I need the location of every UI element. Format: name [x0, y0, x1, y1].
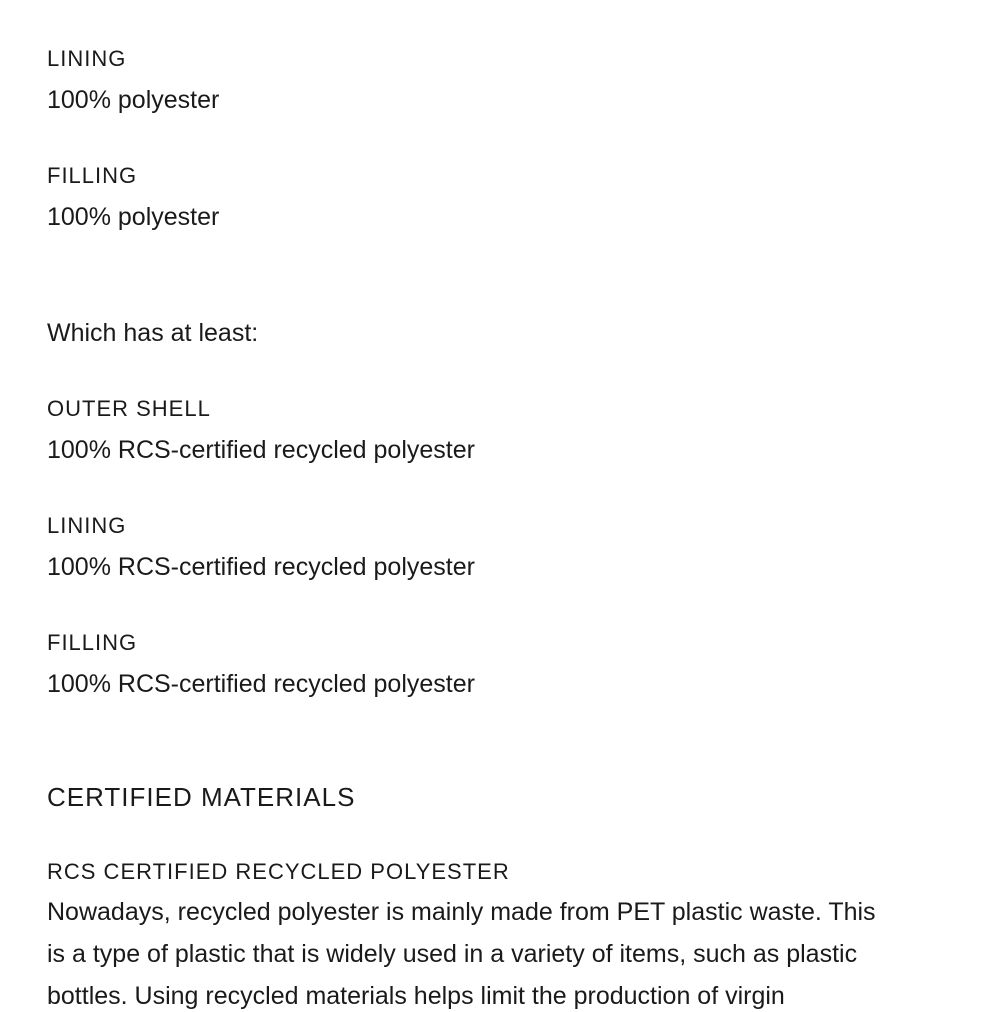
outer-shell-value: 100% RCS-certified recycled polyester	[47, 436, 475, 464]
outer-shell-label: OUTER SHELL	[47, 396, 211, 421]
filling-value: 100% polyester	[47, 203, 220, 231]
recycled-lining-value: 100% RCS-certified recycled polyester	[47, 553, 475, 581]
filling-label: FILLING	[47, 163, 138, 188]
recycled-intro-text: Which has at least:	[47, 319, 259, 347]
lining-label: LINING	[47, 46, 127, 71]
rcs-description-line-3: bottles. Using recycled materials helps limit the production of virgin	[47, 982, 785, 1010]
recycled-filling-label: FILLING	[47, 630, 138, 655]
rcs-polyester-title: RCS CERTIFIED RECYCLED POLYESTER	[47, 859, 510, 884]
rcs-description-line-2: is a type of plastic that is widely used in a variety of items, such as plastic	[47, 940, 858, 968]
recycled-filling-value: 100% RCS-certified recycled polyester	[47, 670, 475, 698]
certified-materials-heading: CERTIFIED MATERIALS	[47, 782, 356, 812]
recycled-lining-label: LINING	[47, 513, 127, 538]
lining-value: 100% polyester	[47, 86, 220, 114]
rcs-description-line-1: Nowadays, recycled polyester is mainly made from PET plastic waste. This	[47, 898, 876, 926]
